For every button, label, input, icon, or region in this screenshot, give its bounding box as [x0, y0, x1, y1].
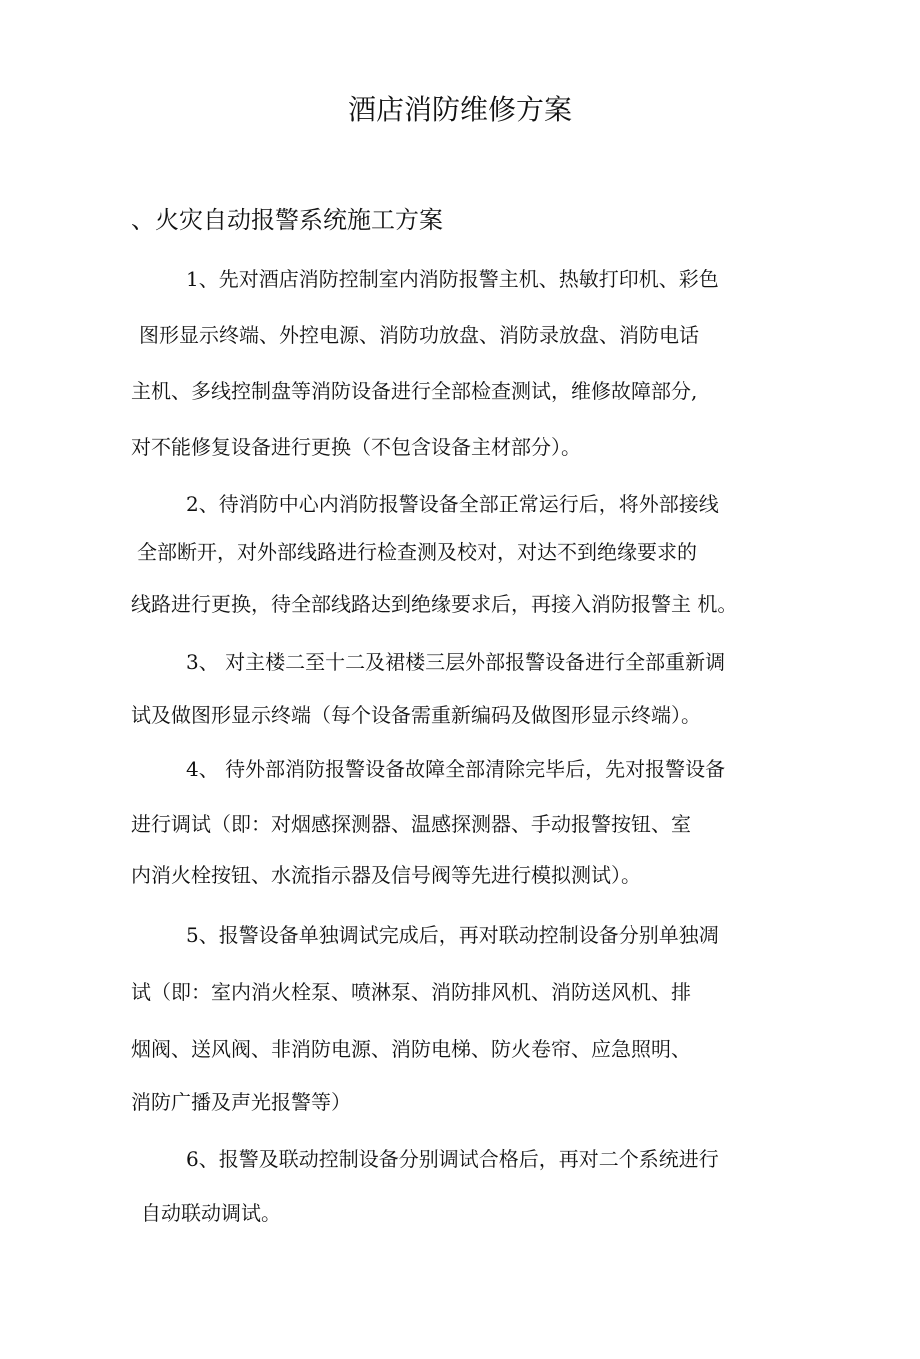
section-heading: 、火灾自动报警系统施工方案: [131, 206, 443, 234]
paragraph-line: 6、报警及联动控制设备分别调试合格后，再对二个系统进行: [186, 1147, 719, 1171]
paragraph-line: 3、 对主楼二至十二及裙楼三层外部报警设备进行全部重新调: [186, 650, 726, 674]
paragraph-line: 自动联动调试。: [141, 1201, 281, 1225]
paragraph-line: 主机、多线控制盘等消防设备进行全部检查测试，维修故障部分,: [131, 379, 698, 403]
paragraph-line: 消防广播及声光报警等）: [131, 1090, 351, 1114]
paragraph-line: 内消火栓按钮、水流指示器及信号阀等先进行模拟测试）。: [131, 863, 641, 887]
paragraph-line: 全部断开，对外部线路进行检查测及校对，对达不到绝缘要求的: [137, 540, 697, 564]
paragraph-line: 1、先对酒店消防控制室内消防报警主机、热敏打印机、彩色: [186, 267, 719, 291]
paragraph-line: 线路进行更换，待全部线路达到绝缘要求后，再接入消防报警主 机。: [131, 592, 738, 616]
paragraph-line: 对不能修复设备进行更换（不包含设备主材部分）。: [131, 435, 581, 459]
paragraph-line: 试（即：室内消火栓泵、喷淋泵、消防排风机、消防送风机、排: [131, 980, 691, 1004]
paragraph-line: 进行调试（即：对烟感探测器、温感探测器、手动报警按钮、室: [131, 812, 691, 836]
paragraph-line: 烟阀、送风阀、非消防电源、消防电梯、防火卷帘、应急照明、: [131, 1037, 691, 1061]
paragraph-line: 试及做图形显示终端（每个设备需重新编码及做图形显示终端）。: [131, 703, 701, 727]
paragraph-line: 5、报警设备单独调试完成后，再对联动控制设备分别单独凋: [186, 923, 719, 947]
document-title: 酒店消防维修方案: [347, 93, 572, 126]
paragraph-line: 2、待消防中心内消防报警设备全部正常运行后，将外部接线: [186, 492, 719, 516]
paragraph-line: 4、 待外部消防报警设备故障全部清除完毕后，先对报警设备: [186, 757, 726, 781]
paragraph-line: 图形显示终端、外控电源、消防功放盘、消防录放盘、消防电话: [139, 323, 699, 347]
